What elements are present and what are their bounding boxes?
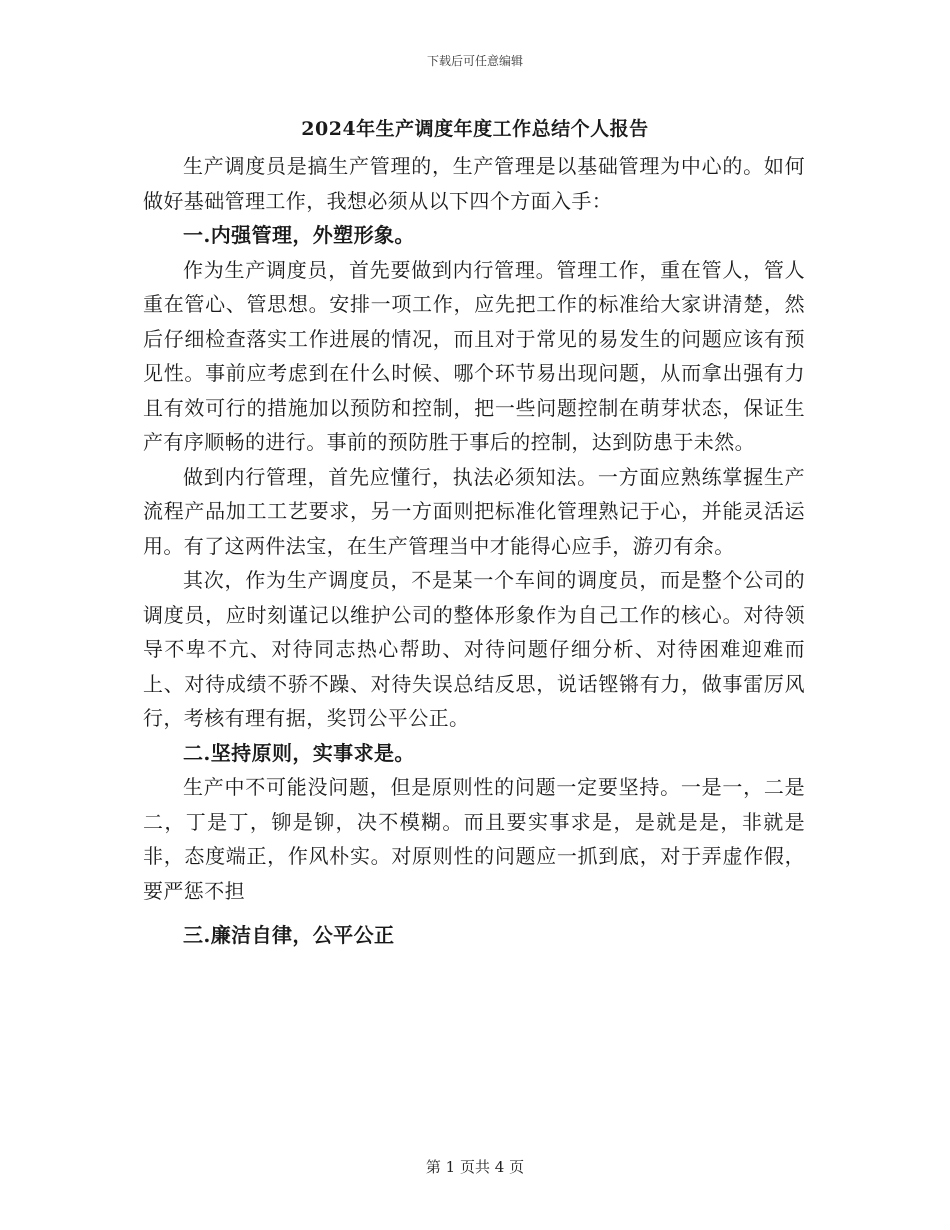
section-3-heading: 三.廉洁自律，公平公正	[183, 923, 395, 947]
document-body	[143, 149, 805, 953]
section-1-paragraph-2: 做到内行管理，首先应懂行，执法必须知法。一方面应熟练掌握生产流程产品加工工艺要求，另一方面则把标准化管理熟记于心，并能灵活运用。有了这两件法宝，在生产管理当中才能得心应手，游刃有余。	[143, 464, 805, 558]
section-1-heading: 一.内强管理，外塑形象。	[183, 223, 415, 247]
section-2-heading: 二.坚持原则，实事求是。	[183, 740, 415, 765]
section-2-paragraph-1: 生产中不可能没问题，但是原则性的问题一定要坚持。一是一，二是二，丁是丁，铆是铆，决不模糊。而且要实事求是，是就是是，非就是非，态度端正，作风朴实。对原则性的问题应一抓到底，对于弄虚作假，要严惩不担	[143, 775, 805, 903]
section-1-paragraph-1: 作为生产调度员，首先要做到内行管理。管理工作，重在管人，管人重在管心、管思想。安排一项工作，应先把工作的标准给大家讲清楚，然后仔细检查落实工作进展的情况，而且对于常见的易发生的问题应该有预见性。事前应考虑到在什么时候、哪个环节易出现问题，从而拿出强有力且有效可行的措施加以预防和控制，把一些问题控制在萌芽状态，保证生产有序顺畅的进行。事前的预防胜于事后的控制，达到防患于未然。	[143, 257, 805, 454]
header-note: 下载后可任意编辑	[426, 54, 523, 68]
intro-paragraph: 生产调度员是搞生产管理的，生产管理是以基础管理为中心的。如何做好基础管理工作，我想必须从以下四个方面入手：	[143, 154, 805, 213]
document-title: 2024年生产调度年度工作总结个人报告	[301, 118, 649, 140]
page-number-footer: 第 1 页共 4 页	[425, 1158, 525, 1176]
section-1-paragraph-3: 其次，作为生产调度员，不是某一个车间的调度员，而是整个公司的调度员，应时刻谨记以维护公司的整体形象作为自己工作的核心。对待领导不卑不亢、对待同志热心帮助、对待问题仔细分析、对待困难迎难而上、对待成绩不骄不躁、对待失误总结反思，说话铿锵有力，做事雷厉风行，考核有理有据，奖罚公平公正。	[143, 568, 805, 730]
